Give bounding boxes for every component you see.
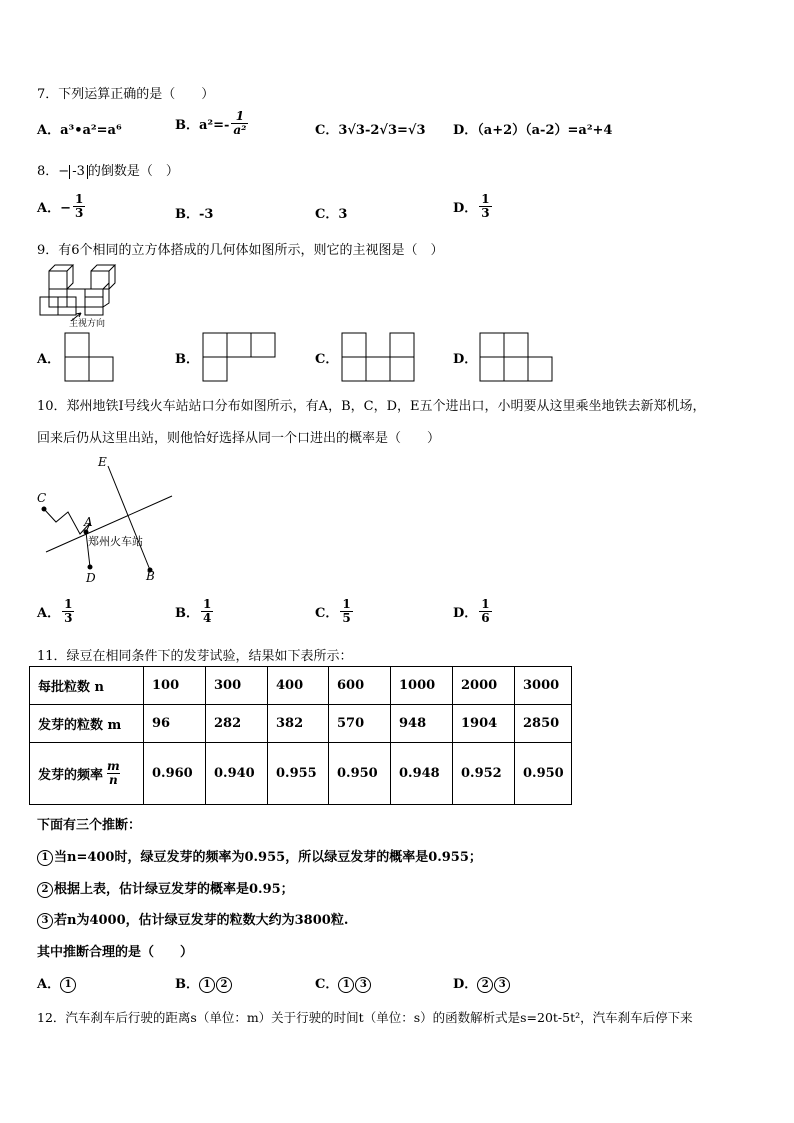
q10-option-a-fraction xyxy=(62,598,74,625)
q10-option-c-text: C． xyxy=(315,606,339,621)
q10-option-b xyxy=(175,598,215,625)
frequency-numerator: m xyxy=(107,759,120,773)
q11-inference-2-text: 根据上表，估计绿豆发芽的概率是0.95； xyxy=(54,882,294,897)
table-row xyxy=(30,743,572,805)
table-cell: 0.950 xyxy=(329,743,391,805)
table-cell: 570 xyxy=(329,705,391,743)
q8-option-d-fraction xyxy=(479,193,491,220)
table-cell: 1904 xyxy=(453,705,515,743)
table-cell: 382 xyxy=(268,705,329,743)
q11-option-c xyxy=(315,973,372,993)
q7-option-b xyxy=(175,110,250,137)
q9-option-c: C． xyxy=(315,352,339,367)
q8-stem-post: 的倒数是（ ） xyxy=(87,164,179,179)
table-cell: 2000 xyxy=(453,667,515,705)
q8-option-a-fraction xyxy=(73,193,85,220)
q8-option-d xyxy=(453,193,494,220)
q12-stem: 12．汽车刹车后行驶的距离s（单位：m）关于行驶的时间t（单位：s）的函数解析式是s=20t-5t²，汽车刹车后停下来 xyxy=(37,1010,693,1025)
q10-b-denominator: 4 xyxy=(203,611,212,625)
table-cell: 300 xyxy=(206,667,268,705)
q9-cube-figure xyxy=(37,263,127,329)
q11-option-d xyxy=(453,973,511,993)
q11-inference-3 xyxy=(37,909,348,929)
q10-b-numerator: 1 xyxy=(203,597,212,611)
q7-option-a: A．a³•a²=a⁶ xyxy=(37,123,122,138)
q11-data-table xyxy=(29,666,572,805)
q10-map-label-a: A xyxy=(84,515,93,529)
circled-number: 1 xyxy=(338,977,354,993)
circled-number: 1 xyxy=(60,977,76,993)
q8-stem-pre: 8． xyxy=(37,164,59,179)
table-cell: 0.960 xyxy=(144,743,206,805)
q10-d-denominator: 6 xyxy=(481,611,490,625)
q11-option-c-text: C． xyxy=(315,977,339,992)
q9-option-a: A． xyxy=(37,352,61,367)
q10-map-label-d: D xyxy=(86,571,96,585)
q11-stem: 11．绿豆在相同条件下的发芽试验，结果如下表所示： xyxy=(37,649,353,664)
q10-option-c xyxy=(315,598,355,625)
q8-a-denominator: 3 xyxy=(74,206,84,220)
q11-inference-1 xyxy=(37,846,482,866)
q9-option-a-figure xyxy=(64,332,114,382)
table-cell: 100 xyxy=(144,667,206,705)
frequency-denominator: n xyxy=(109,773,118,787)
table-row-label: 每批粒数 n xyxy=(30,667,144,705)
q7-stem: 7．下列运算正确的是（ ） xyxy=(37,87,215,102)
q7-b-denominator: a² xyxy=(233,123,247,137)
q8-option-d-text: D． xyxy=(453,201,478,216)
q9-option-c-figure xyxy=(341,332,415,382)
q9-option-d: D． xyxy=(453,352,478,367)
q8-d-denominator: 3 xyxy=(481,206,490,220)
circled-number: 2 xyxy=(477,977,493,993)
q9-option-d-figure xyxy=(479,332,553,382)
table-cell: 2850 xyxy=(515,705,572,743)
q10-option-a xyxy=(37,598,76,625)
q11-option-a xyxy=(37,973,77,993)
q10-a-numerator: 1 xyxy=(64,597,73,611)
q10-a-denominator: 3 xyxy=(64,611,73,625)
q10-c-denominator: 5 xyxy=(342,611,351,625)
q8-option-c: C．3 xyxy=(315,207,348,222)
q7-option-b-text: B．a²=- xyxy=(175,118,230,133)
table-cell: 600 xyxy=(329,667,391,705)
q10-map-station-label: 郑州火车站 xyxy=(88,535,143,548)
q10-station-map xyxy=(34,452,174,588)
q8-a-numerator: 1 xyxy=(74,192,84,206)
circled-number: 1 xyxy=(199,977,215,993)
q10-stem-line1: 10．郑州地铁Ⅰ号线火车站站口分布如图所示，有A，B，C，D，E五个进出口，小明要从这里乘坐地铁去新郑机场， xyxy=(37,399,706,414)
q10-c-numerator: 1 xyxy=(342,597,351,611)
q11-option-b xyxy=(175,973,233,993)
table-cell: 282 xyxy=(206,705,268,743)
circled-number: 3 xyxy=(355,977,371,993)
q10-option-b-text: B． xyxy=(175,606,199,621)
q11-inference-2 xyxy=(37,878,294,898)
q10-option-a-text: A． xyxy=(37,606,61,621)
table-row xyxy=(30,667,572,705)
circled-number: 1 xyxy=(37,850,53,866)
table-cell: 0.955 xyxy=(268,743,329,805)
q10-stem-line2: 回来后仍从这里出站，则他恰好选择从同一个口进出的概率是（ ） xyxy=(37,431,441,446)
q8-stem: 8．− -3 的倒数是（ ） xyxy=(37,164,179,179)
q8-d-numerator: 1 xyxy=(481,192,490,206)
frequency-fraction xyxy=(105,760,122,787)
q9-option-b: B． xyxy=(175,352,199,367)
table-cell: 3000 xyxy=(515,667,572,705)
q10-map-label-b: B xyxy=(146,569,155,583)
q11-inference-3-text: 若n为4000，估计绿豆发芽的粒数大约为3800粒. xyxy=(54,913,349,928)
q11-option-b-text: B． xyxy=(175,977,199,992)
q7-option-b-fraction xyxy=(231,110,248,137)
q8-option-a-text: A．− xyxy=(37,201,71,216)
circled-number: 2 xyxy=(216,977,232,993)
circled-number: 2 xyxy=(37,882,53,898)
q9-direction-label: 主视方向 xyxy=(69,319,106,329)
q10-map-label-c: C xyxy=(37,491,47,505)
table-cell: 0.940 xyxy=(206,743,268,805)
q10-option-b-fraction xyxy=(201,598,213,625)
q10-option-d-text: D． xyxy=(453,606,478,621)
q7-option-d: D．（a+2）（a-2）=a²+4 xyxy=(453,123,613,138)
table-cell: 400 xyxy=(268,667,329,705)
table-cell: 0.950 xyxy=(515,743,572,805)
table-row-label: 发芽的粒数 m xyxy=(30,705,144,743)
table-row-label-frequency xyxy=(30,743,144,805)
table-cell: 0.952 xyxy=(453,743,515,805)
circled-number: 3 xyxy=(494,977,510,993)
table-cell: 96 xyxy=(144,705,206,743)
q7-b-numerator: 1 xyxy=(235,109,245,123)
q10-option-c-fraction xyxy=(340,598,352,625)
q9-option-b-figure xyxy=(202,332,276,382)
table-row xyxy=(30,705,572,743)
q9-stem: 9．有6个相同的立方体搭成的几何体如图所示，则它的主视图是（ ） xyxy=(37,243,444,258)
q11-option-d-text: D． xyxy=(453,977,478,992)
q8-absolute-value: -3 xyxy=(69,165,88,179)
table-cell: 0.948 xyxy=(391,743,453,805)
q10-d-numerator: 1 xyxy=(481,597,490,611)
circled-number: 3 xyxy=(37,913,53,929)
table-row-label: 发芽的频率 xyxy=(38,768,104,783)
q11-option-a-text: A． xyxy=(37,977,61,992)
q11-intro: 下面有三个推断： xyxy=(37,818,142,833)
q11-inference-1-text: 当n=400时，绿豆发芽的频率为0.955，所以绿豆发芽的概率是0.955； xyxy=(54,850,482,865)
table-cell: 1000 xyxy=(391,667,453,705)
q10-option-d-fraction xyxy=(479,598,491,625)
q8-option-b: B．-3 xyxy=(175,207,214,222)
q8-option-a xyxy=(37,193,87,220)
q10-option-d xyxy=(453,598,494,625)
q11-ask: 其中推断合理的是（ ） xyxy=(37,945,194,960)
q7-option-c: C．3√3-2√3=√3 xyxy=(315,123,426,138)
q10-map-label-e: E xyxy=(98,455,107,469)
table-cell: 948 xyxy=(391,705,453,743)
